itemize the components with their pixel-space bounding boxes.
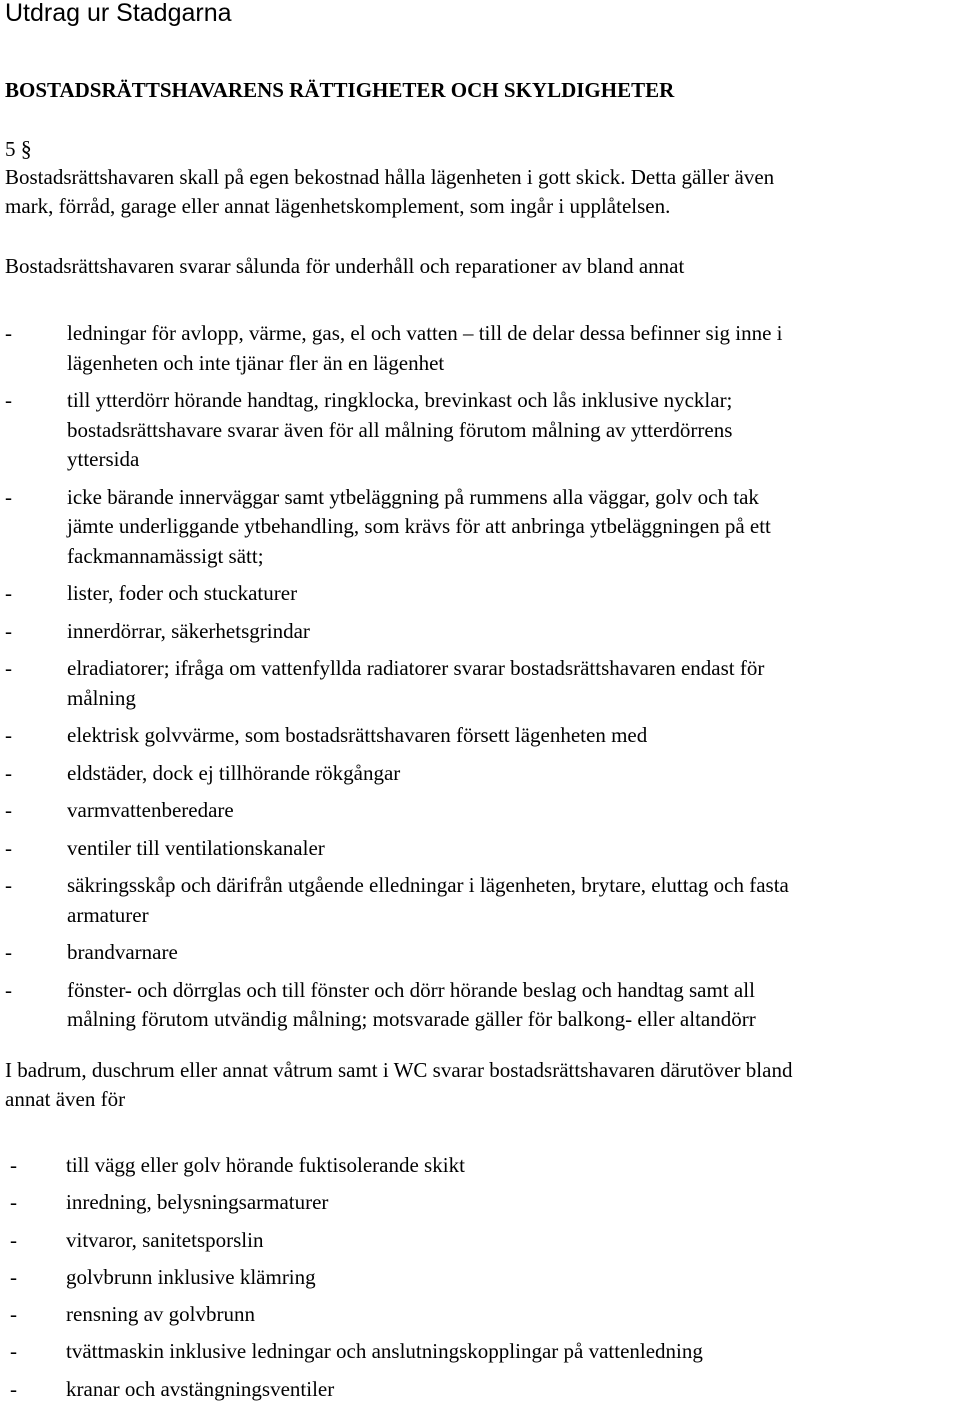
section-number xyxy=(5,134,32,164)
list-item xyxy=(10,1226,703,1255)
list-item xyxy=(5,834,789,864)
list-item xyxy=(5,938,789,968)
list-item xyxy=(5,483,789,572)
list-bullet: - xyxy=(10,1264,17,1289)
list-bullet: - xyxy=(5,321,12,345)
list-bullet: - xyxy=(5,656,12,680)
list-item xyxy=(5,796,789,826)
list-item xyxy=(10,1300,703,1329)
wetroom-responsibilities-list xyxy=(10,1151,703,1412)
list-item-line: yttersida xyxy=(67,447,140,471)
list-bullet: - xyxy=(5,940,12,964)
list-item-line: innerdörrar, säkerhetsgrindar xyxy=(67,618,310,643)
list-bullet: - xyxy=(5,581,12,605)
list-item-line: jämte underliggande ytbehandling, som krävs för att anbringa ytbeläggningen på ett xyxy=(67,514,771,538)
paragraph-line: mark, förråd, garage eller annat lägenhetskomplement, som ingår i upplåtelsen. xyxy=(5,194,671,218)
list-bullet: - xyxy=(5,484,12,509)
responsibilities-list xyxy=(5,319,789,1043)
list-bullet: - xyxy=(10,1153,17,1177)
list-item-line: till vägg eller golv hörande fuktisolerande skikt xyxy=(66,1153,465,1177)
list-item-line: inredning, belysningsarmaturer xyxy=(66,1190,329,1215)
list-item xyxy=(5,759,789,789)
list-bullet: - xyxy=(10,1339,17,1364)
list-item-line: tvättmaskin inklusive ledningar och anslutningskopplingar på vattenledning xyxy=(66,1339,703,1364)
list-item-line: målning xyxy=(67,685,136,710)
list-bullet: - xyxy=(5,798,12,822)
list-item xyxy=(10,1188,703,1217)
list-bullet: - xyxy=(5,835,12,860)
list-item xyxy=(5,976,789,1035)
list-bullet: - xyxy=(5,873,12,897)
list-item-line: fackmannamässigt sätt; xyxy=(67,543,264,568)
list-item-line: golvbrunn inklusive klämring xyxy=(66,1264,316,1289)
paragraph-wetroom-intro xyxy=(5,1056,792,1114)
list-item-line: ledningar för avlopp, värme, gas, el och vatten – till de delar dessa befinner sig inne i xyxy=(67,321,783,345)
list-item-line: säkringsskåp och därifrån utgående elledningar i lägenheten, brytare, eluttag och fasta xyxy=(67,873,789,897)
list-bullet: - xyxy=(10,1227,17,1252)
section-heading: BOSTADSRÄTTSHAVARENS RÄTTIGHETER OCH SKYLDIGHETER xyxy=(5,78,675,102)
list-bullet: - xyxy=(5,760,12,785)
section-number-value: 5 xyxy=(5,137,16,161)
list-item xyxy=(5,871,789,930)
list-item xyxy=(10,1375,703,1404)
section-sign: § xyxy=(20,136,32,161)
list-item xyxy=(5,319,789,378)
list-item-line: till ytterdörr hörande handtag, ringklocka, brevinkast och lås inklusive nycklar; xyxy=(67,388,733,412)
list-bullet: - xyxy=(5,618,12,643)
list-item-line: elradiatorer; ifråga om vattenfyllda radiatorer svarar bostadsrättshavaren endast för xyxy=(67,656,765,680)
list-item xyxy=(5,617,789,647)
list-item xyxy=(5,579,789,609)
paragraph-responsibilities-intro: Bostadsrättshavaren svarar sålunda för underhåll och reparationer av bland annat xyxy=(5,254,685,278)
paragraph-line: I badrum, duschrum eller annat våtrum samt i WC svarar bostadsrättshavaren därutöver bland xyxy=(5,1058,793,1082)
list-item-line: lägenheten och inte tjänar fler än en lägenhet xyxy=(67,350,445,375)
list-item xyxy=(10,1337,703,1366)
list-item-line: eldstäder, dock ej tillhörande rökgångar xyxy=(67,760,401,785)
list-item-line: vitvaror, sanitetsporslin xyxy=(66,1227,264,1252)
list-item xyxy=(10,1151,703,1180)
list-item-line: armaturer xyxy=(67,902,149,927)
list-item-line: bostadsrättshavare svarar även för all målning förutom målning av ytterdörrens xyxy=(67,417,733,442)
list-item-line: fönster- och dörrglas och till fönster och dörr hörande beslag och handtag samt all xyxy=(67,977,755,1002)
list-bullet: - xyxy=(10,1376,17,1401)
list-bullet: - xyxy=(10,1302,17,1327)
list-bullet: - xyxy=(5,977,12,1002)
document-title: Utdrag ur Stadgarna xyxy=(5,0,232,27)
list-bullet: - xyxy=(5,723,12,747)
list-item-line: varmvattenberedare xyxy=(67,798,234,822)
list-item-line: kranar och avstängningsventiler xyxy=(66,1376,335,1401)
list-bullet: - xyxy=(5,388,12,412)
list-item xyxy=(5,654,789,713)
paragraph-maintenance-duty xyxy=(5,163,774,221)
list-item-line: målning förutom utvändig målning; motsvarade gäller för balkong- eller altandörr xyxy=(67,1007,756,1031)
paragraph-line: Bostadsrättshavaren skall på egen bekostnad hålla lägenheten i gott skick. Detta gäller även xyxy=(5,165,775,189)
list-item-line: elektrisk golvvärme, som bostadsrättshavaren försett lägenheten med xyxy=(67,723,648,747)
list-item-line: ventiler till ventilationskanaler xyxy=(67,835,325,860)
list-item xyxy=(5,386,789,475)
list-bullet: - xyxy=(10,1190,17,1215)
list-item xyxy=(10,1263,703,1292)
paragraph-line: annat även för xyxy=(5,1087,126,1111)
list-item xyxy=(5,721,789,751)
list-item-line: brandvarnare xyxy=(67,940,178,964)
list-item-line: rensning av golvbrunn xyxy=(66,1302,255,1327)
list-item-line: lister, foder och stuckaturer xyxy=(67,581,298,605)
list-item-line: icke bärande innerväggar samt ytbeläggning på rummens alla väggar, golv och tak xyxy=(67,484,759,509)
